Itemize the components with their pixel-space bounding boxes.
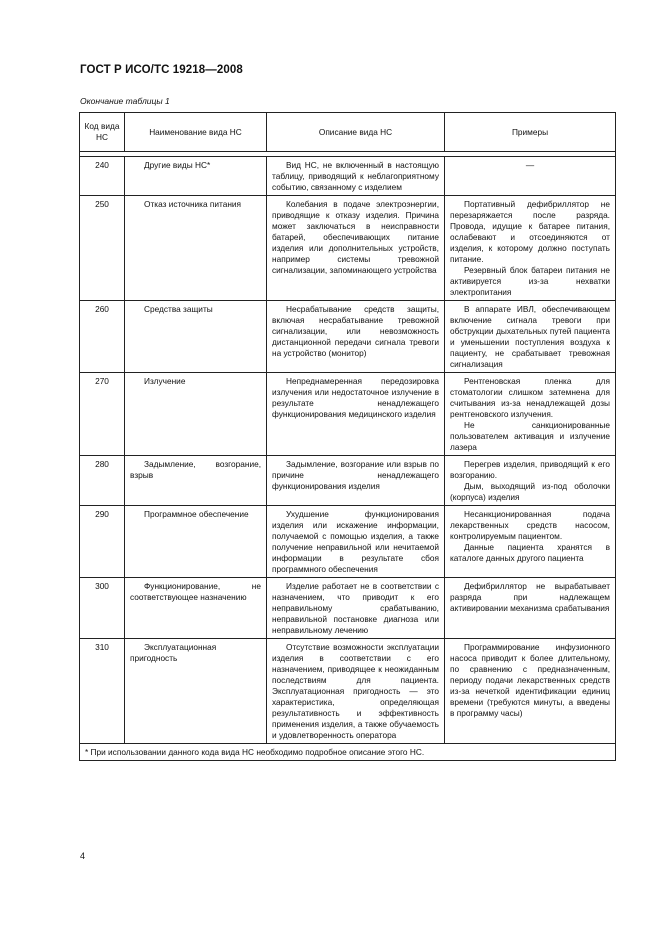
- row-description: Вид НС, не включенный в настоящую таблицу, приводящий к неблагоприятному событию, связанному с изделием: [267, 157, 445, 196]
- column-header-code: Код вида НС: [80, 113, 125, 152]
- example-text: Резервный блок батареи питания не активируется из-за нехватки электропитания: [450, 265, 610, 297]
- row-examples: [445, 639, 616, 744]
- example-text: Дефибриллятор не вырабатывает разряда при надлежащем активировании механизма срабатывания: [450, 581, 610, 613]
- example-text: Портативный дефибриллятор не перезаряжается после разряда. Провода, идущие к батарее питания, ослабевают и отсоединяются от изделия, к которому должно поступать питание.: [450, 199, 610, 264]
- column-header-name: Наименование вида НС: [125, 113, 267, 152]
- row-code: 290: [80, 506, 125, 578]
- table-caption: Окончание таблицы 1: [80, 96, 170, 106]
- table-row: [80, 639, 616, 744]
- row-examples: [445, 157, 616, 196]
- row-code: 280: [80, 456, 125, 506]
- row-examples: [445, 456, 616, 506]
- example-text: Не санкционированные пользователем активация и излучение лазера: [450, 420, 610, 452]
- row-name: Эксплуатационная пригодность: [125, 639, 267, 744]
- row-code: 250: [80, 196, 125, 301]
- example-text: Дым, выходящий из-под оболочки (корпуса) изделия: [450, 481, 610, 502]
- example-text: Несанкционированная подача лекарственных средств насосом, контролируемым пациентом.: [450, 509, 610, 541]
- row-code: 300: [80, 578, 125, 639]
- row-examples: [445, 196, 616, 301]
- page-number: 4: [80, 851, 86, 861]
- table-footnote: * При использовании данного кода вида НС необходимо подробное описание этого НС.: [80, 744, 616, 761]
- row-examples: [445, 506, 616, 578]
- row-name: Функционирование, не соответствующее назначению: [125, 578, 267, 639]
- row-code: 260: [80, 301, 125, 373]
- row-examples: [445, 373, 616, 456]
- example-text: Программирование инфузионного насоса приводит к более длительному, по сравнению с предназначенным, периоду подачи лекарственных средств из-за нечеткой идентификации единиц времени (требуются минуты, а введены в программу часы): [450, 642, 610, 718]
- document-title: ГОСТ Р ИСО/ТС 19218—2008: [80, 64, 243, 76]
- row-description: Несрабатывание средств защиты, включая несрабатывание тревожной сигнализации, или невозможность дистанционной передачи сигнала тревоги на устройство (монитор): [267, 301, 445, 373]
- classification-table: [79, 112, 616, 761]
- example-text: Рентгеновская пленка для стоматологии слишком затемнена для считывания из-за ненадлежащей дозы рентгеновского излучения.: [450, 376, 610, 419]
- table-header-row: [80, 113, 616, 152]
- example-text: Данные пациента хранятся в каталоге данных другого пациента: [450, 542, 610, 563]
- table-row: [80, 578, 616, 639]
- row-description: Ухудшение функционирования изделия или искажение информации, получаемой с помощью изделия, а также получение неправильной или нечитаемой информации в результате сбоя программного обеспечения: [267, 506, 445, 578]
- column-header-description: Описание вида НС: [267, 113, 445, 152]
- row-name: Отказ источника питания: [125, 196, 267, 301]
- row-name: Программное обеспечение: [125, 506, 267, 578]
- table-row: [80, 456, 616, 506]
- table-footnote-row: [80, 744, 616, 761]
- example-text: В аппарате ИВЛ, обеспечивающем включение сигнала тревоги при обструкции дыхательных путей пациента и уменьшении поступления воздуха к пациенту, не срабатывает тревожная сигнализация: [450, 304, 610, 369]
- row-name: Средства защиты: [125, 301, 267, 373]
- table-row: [80, 506, 616, 578]
- example-text: —: [525, 160, 535, 170]
- row-code: 240: [80, 157, 125, 196]
- table-row: [80, 301, 616, 373]
- table-row: [80, 157, 616, 196]
- row-description: Задымление, возгорание или взрыв по причине ненадлежащего функционирования изделия: [267, 456, 445, 506]
- row-description: Изделие работает не в соответствии с назначением, что приводит к его неправильному срабатыванию, неправильной постановке диагноза или неправильному лечению: [267, 578, 445, 639]
- row-name: Излучение: [125, 373, 267, 456]
- row-description: Колебания в подаче электроэнергии, приводящие к отказу изделия. Причина может заключаться в неисправности батарей, обеспечивающих питание изделия или дополнительных устройств, например системы тревожной сигнализации, запоминающего устройства: [267, 196, 445, 301]
- row-examples: [445, 578, 616, 639]
- table-row: [80, 196, 616, 301]
- row-examples: [445, 301, 616, 373]
- row-name: Задымление, возгорание, взрыв: [125, 456, 267, 506]
- row-code: 310: [80, 639, 125, 744]
- table-row: [80, 373, 616, 456]
- row-name: Другие виды НС*: [125, 157, 267, 196]
- row-code: 270: [80, 373, 125, 456]
- row-description: Непреднамеренная передозировка излучения или недостаточное излучение в результате ненадлежащего функционирования медицинского изделия: [267, 373, 445, 456]
- column-header-examples: Примеры: [445, 113, 616, 152]
- example-text: Перегрев изделия, приводящий к его возгоранию.: [450, 459, 610, 480]
- row-description: Отсутствие возможности эксплуатации изделия в соответствии с его назначением, приводящее к неожиданным последствиям для пациента. Эксплуатационная пригодность — это характеристика, определяющая результативность и эффективность применения изделия, а также обучаемость и удовлетворенность оператора: [267, 639, 445, 744]
